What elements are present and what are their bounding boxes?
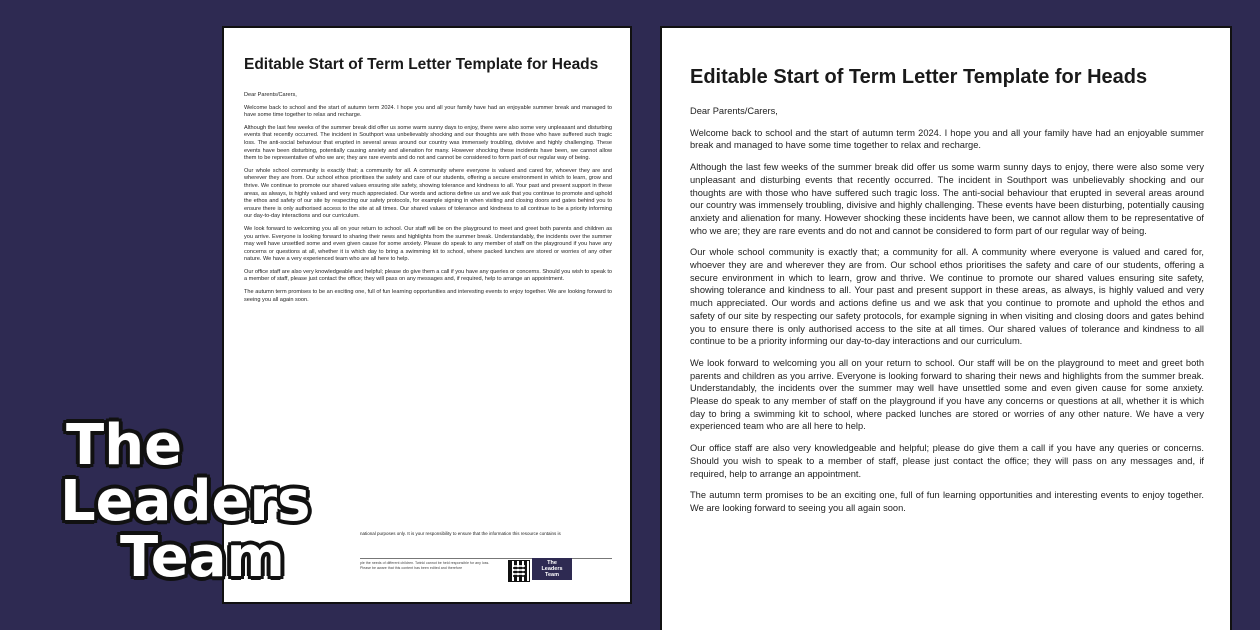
letter-page (660, 26, 1232, 630)
thumbnail-paragraph: Our office staff are also very knowledgeable and helpful; please do give them a call if you have any queries or concerns. Should you wish to speak to a member of staff, please just contact the office; they will pass on any messages and, if required, help to arrange an appointment. (244, 268, 612, 283)
logo-line-the: The (66, 413, 183, 478)
badge-line: Team (545, 572, 559, 578)
letter-paragraph: We look forward to welcoming you all on your return to school. Our staff will be on the playground to meet and greet both parents and children as you arrive. Everyone is looking forward to sharing their news and highlights from the summer break. Understandably, the incidents over the summer may well have unsettled some and even given cause for some anxiety. Please do speak to any member of staff on the playground if you have any concerns or questions at all, whether it is which day to bring a swimming kit to school, where packed lunches are stored or worries of any other nature. We have a very experienced team who are all here to help. (690, 357, 1204, 432)
thumbnail-paragraph: We look forward to welcoming you all on your return to school. Our staff will be on the playground to meet and greet both parents and children as you arrive. Everyone is looking forward to sharing their news and highlights from the summer break. Understandably, the incidents over the summer may well have unsettled some and even given cause for some anxiety. Please do speak to any member of staff on the playground if you have any concerns or questions at all, whether it is which day to bring a swimming kit to school, where packed lunches are stored or worries of any other nature. We have a very experienced team who are all here to help. (244, 225, 612, 263)
the-leaders-team-logo (60, 413, 311, 590)
thumbnail-letter-content (244, 56, 612, 309)
thumbnail-paragraph: Welcome back to school and the start of autumn term 2024. I hope you and all your family have had an enjoyable summer break and managed to have some time together to relax and recharge. (244, 104, 612, 119)
leaders-team-badge-logo (532, 558, 572, 580)
letter-paragraph: Our whole school community is exactly that; a community for all. A community where everyone is valued and cared for, whoever they are and wherever they are from. Our school ethos prioritises the safety and care of our students, offering a secure environment in which to learn, grow and thrive. We continue to promote our shared values ensuring site safety, showing tolerance and kindness to all. Your past and present support in these areas, as always, is highly valued and very much appreciated. Our words and actions define us and we ask that you continue to promote and uphold the ethos and safety of our site by respecting our safety protocols, for example signing in when visiting and closing doors and gates behind you to ensure there is only authorised access to the site at all times. Our shared values of tolerance and kindness to all continue to be a priority informing our day-to-day interactions and our curriculum. (690, 247, 1204, 347)
thumbnail-paragraph: Our whole school community is exactly that; a community for all. A community where everyone is valued and cared for, whoever they are and wherever they are from. Our school ethos prioritises the safety and care of our students, offering a secure environment in which to learn, grow and thrive. We continue to promote our shared values ensuring site safety, showing tolerance and kindness to all. Your past and present support in these areas, as always, is highly valued and very much appreciated. Our words and actions define us and we ask that you continue to promote and uphold the ethos and safety of our site by respecting our safety protocols, for example signing in when visiting and closing doors and gates behind you to ensure there is only authorised access to the site at all times. Our shared values of tolerance and kindness to all continue to be a priority informing our day-to-day interactions and our curriculum. (244, 167, 612, 220)
letter-content (690, 66, 1204, 524)
letter-paragraph: Our office staff are also very knowledgeable and helpful; please do give them a call if you have any queries or concerns. Should you wish to speak to a member of staff, please just contact the office; they will pass on any messages and, if required, help to arrange an appointment. (690, 443, 1204, 479)
letter-title: Editable Start of Term Letter Template for Heads (690, 66, 1148, 88)
thumbnail-paragraph: Although the last few weeks of the summer break did offer us some warm sunny days to enjoy, there were also some very unpleasant and disturbing events that recently occurred. The incident in Southport was unbelievably shocking and our thoughts are with those who have suffered such tragic loss. The anti-social behaviour that erupted in several areas around our country was immensely troubling, divisive and highly challenging. These events have been disturbing, potentially causing anxiety and alienation for many. However shocking these incidents have been, we cannot allow them to be representative of who we are; they are rare events and do not and cannot be considered to form part of our regular way of being. (244, 124, 612, 162)
letter-paragraph: Welcome back to school and the start of autumn term 2024. I hope you and all your family have had an enjoyable summer break and managed to have some time together to relax and recharge. (690, 127, 1204, 151)
thumbnail-letter-title: Editable Start of Term Letter Template for Heads (244, 56, 599, 73)
thumbnail-footer-note: national purposes only. It is your responsibility to ensure that the information this resource contains is (360, 531, 561, 536)
thumbnail-footer-text: ple the needs of different children. Twinkl cannot be held responsible for any loss. Please be aware that this content has been edited and therefore (360, 561, 490, 570)
logo-line-leaders: Leaders (60, 469, 311, 534)
thumbnail-paragraph: The autumn term promises to be an exciting one, full of fun learning opportunities and interesting events to enjoy together. We are looking forward to seeing you all again soon. (244, 289, 612, 303)
thumbnail-paragraph: Dear Parents/Carers, (244, 92, 297, 98)
logo-line-team: Team (120, 525, 285, 590)
letter-paragraph: The autumn term promises to be an exciting one, full of fun learning opportunities and interesting events to enjoy together. We are looking forward to seeing you all again soon. (690, 490, 1204, 513)
letter-paragraph: Although the last few weeks of the summer break did offer us some warm sunny days to enjoy, there were also some very unpleasant and disturbing events that recently occurred. The incident in Southport was unbelievably shocking and our thoughts are with those who have suffered such tragic loss. The anti-social behaviour that erupted in several areas around our country was immensely troubling, divisive and highly challenging. These events have been disturbing, potentially causing anxiety and alienation for many. However shocking these incidents have been, we cannot allow them to be representative of who we are; they are rare events and do not and cannot be considered to form part of our regular way of being. (690, 162, 1204, 236)
badge-line: Leaders (541, 566, 563, 572)
qr-code-icon (508, 560, 530, 582)
thumbnail-footer-divider (360, 558, 612, 559)
badge-line: The (547, 560, 557, 566)
letter-greeting: Dear Parents/Carers, (690, 106, 778, 116)
